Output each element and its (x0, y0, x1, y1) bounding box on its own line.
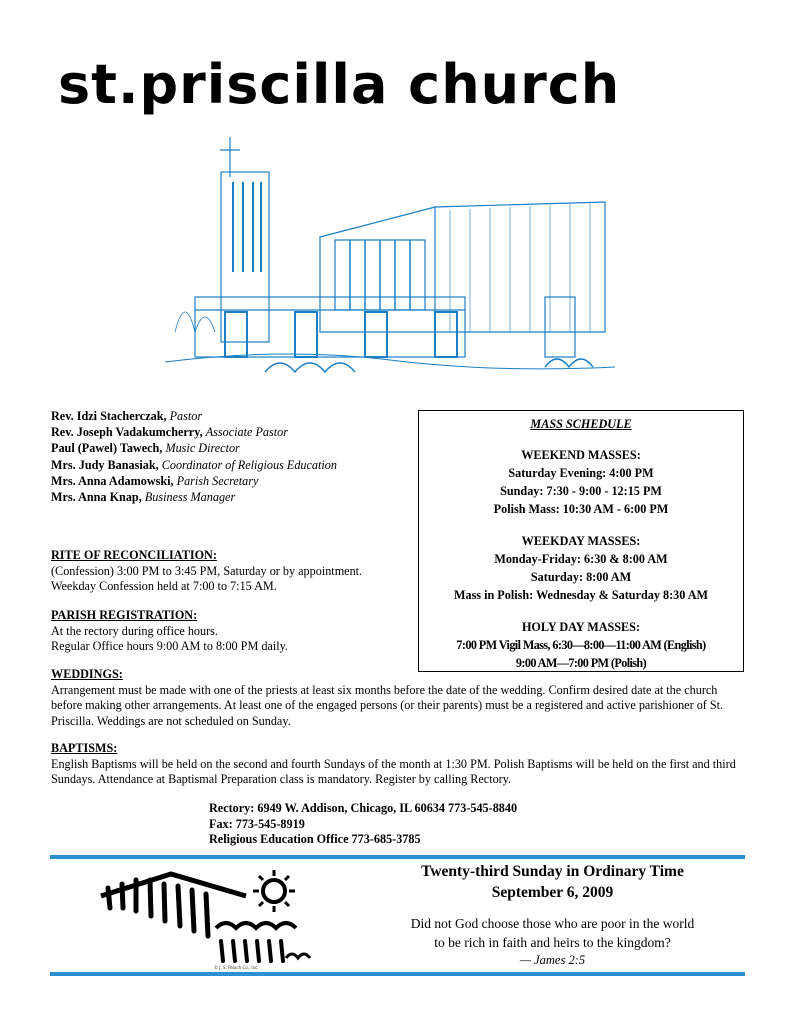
baptisms-line: English Baptisms will be held on the second and fourth Sundays of the month at 1:30 PM. Polish Baptisms will be held on the first and third (51, 756, 736, 771)
weekend-heading: WEEKEND MASSES: (521, 448, 641, 462)
sunday-feature (360, 861, 745, 968)
weekday-group (419, 532, 743, 604)
weekend-group (419, 446, 743, 518)
weekday-line: Mass in Polish: Wednesday & Saturday 8:30 AM (453, 588, 709, 602)
registration-section (51, 608, 411, 655)
baptisms-line: Sundays. Attendance at Baptismal Preparation class is mandatory. Register by calling Rectory. (51, 772, 512, 786)
clergy-role: Business Manager (144, 490, 236, 505)
clergy-name: Mrs. Anna Adamowski, (51, 473, 174, 488)
clip-art-credit: © J. S. Paluch Co., Inc. (214, 965, 259, 970)
holy-day-line: 9:00 AM—7:00 PM (Polish) (515, 656, 647, 670)
reconciliation-heading: RITE OF RECONCILIATION: (51, 548, 217, 562)
clergy-name: Rev. Joseph Vadakumcherry, (51, 425, 203, 440)
people-sun-clip-art (96, 866, 326, 966)
clergy-role: Associate Pastor (205, 425, 288, 440)
clergy-name: Paul (Pawel) Tawech, (51, 441, 163, 456)
weddings-line: Arrangement must be made with one of the priests at least six months before the date of the wedding. Confirm desired date at the church (51, 682, 718, 697)
clergy-row (51, 424, 411, 440)
rectory-address: Rectory: 6949 W. Addison, Chicago, IL 60634 773-545-8840 (209, 801, 518, 815)
weddings-line: before making other arrangements. At least one of the engaged persons (or their parents) must be a registered and active parishioner of St. (51, 698, 724, 712)
sunday-date: September 6, 2009 (491, 884, 614, 901)
reconciliation-line: Weekday Confession held at 7:00 to 7:15 AM. (51, 579, 277, 593)
reconciliation-line: (Confession) 3:00 PM to 3:45 PM, Saturday or by appointment. (51, 563, 363, 578)
church-title: st.priscilla church (58, 53, 621, 116)
clergy-row (51, 489, 411, 505)
clergy-role: Music Director (165, 441, 240, 456)
weddings-heading: WEDDINGS: (51, 667, 123, 681)
clergy-role: Coordinator of Religious Education (161, 457, 337, 472)
clergy-row (51, 473, 411, 489)
scripture-reference: — James 2:5 (519, 953, 586, 967)
baptisms-section (51, 741, 743, 788)
scripture-verse-line: Did not God choose those who are poor in the world (410, 916, 695, 931)
clergy-role: Pastor (169, 409, 203, 423)
sunday-title: Twenty-third Sunday in Ordinary Time (421, 863, 684, 880)
scripture-verse-line: to be rich in faith and heirs to the kingdom? (434, 935, 671, 950)
weddings-line: Priscilla. Weddings are not scheduled on Sunday. (51, 713, 291, 728)
fax-number: Fax: 773-545-8919 (209, 816, 305, 831)
holy-day-line: 7:00 PM Vigil Mass, 6:30—8:00—11:00 AM (English) (456, 638, 706, 652)
clergy-name: Rev. Idzi Stacherczak, (51, 409, 167, 423)
weddings-section (51, 667, 743, 729)
divider-top (50, 855, 745, 859)
church-building-illustration (165, 132, 615, 402)
baptisms-heading: BAPTISMS: (51, 741, 118, 755)
clergy-row (51, 457, 411, 473)
clergy-list (51, 408, 411, 505)
holy-day-heading: HOLY DAY MASSES: (521, 620, 641, 634)
weekend-line: Sunday: 7:30 - 9:00 - 12:15 PM (500, 484, 662, 498)
mass-schedule-heading: MASS SCHEDULE (530, 417, 632, 431)
clergy-name: Mrs. Anna Knap, (51, 490, 142, 505)
mass-schedule-box (418, 410, 744, 672)
clergy-row (51, 408, 411, 424)
divider-bottom (50, 972, 745, 976)
weekend-line: Polish Mass: 10:30 AM - 6:00 PM (493, 502, 669, 516)
clergy-row (51, 440, 411, 456)
holy-day-group (419, 618, 743, 672)
clergy-name: Mrs. Judy Banasiak, (51, 457, 159, 472)
registration-line: Regular Office hours 9:00 AM to 8:00 PM daily. (51, 639, 288, 653)
registration-line: At the rectory during office hours. (51, 623, 218, 638)
clergy-role: Parish Secretary (176, 473, 259, 488)
reconciliation-section (51, 548, 411, 595)
weekday-heading: WEEKDAY MASSES: (521, 534, 641, 548)
weekend-line: Saturday Evening: 4:00 PM (508, 466, 654, 480)
weekday-line: Saturday: 8:00 AM (530, 570, 632, 584)
contact-block (209, 801, 517, 848)
weekday-line: Monday-Friday: 6:30 & 8:00 AM (494, 552, 668, 566)
registration-heading: PARISH REGISTRATION: (51, 608, 198, 622)
religious-ed-phone: Religious Education Office 773-685-3785 (209, 832, 421, 846)
